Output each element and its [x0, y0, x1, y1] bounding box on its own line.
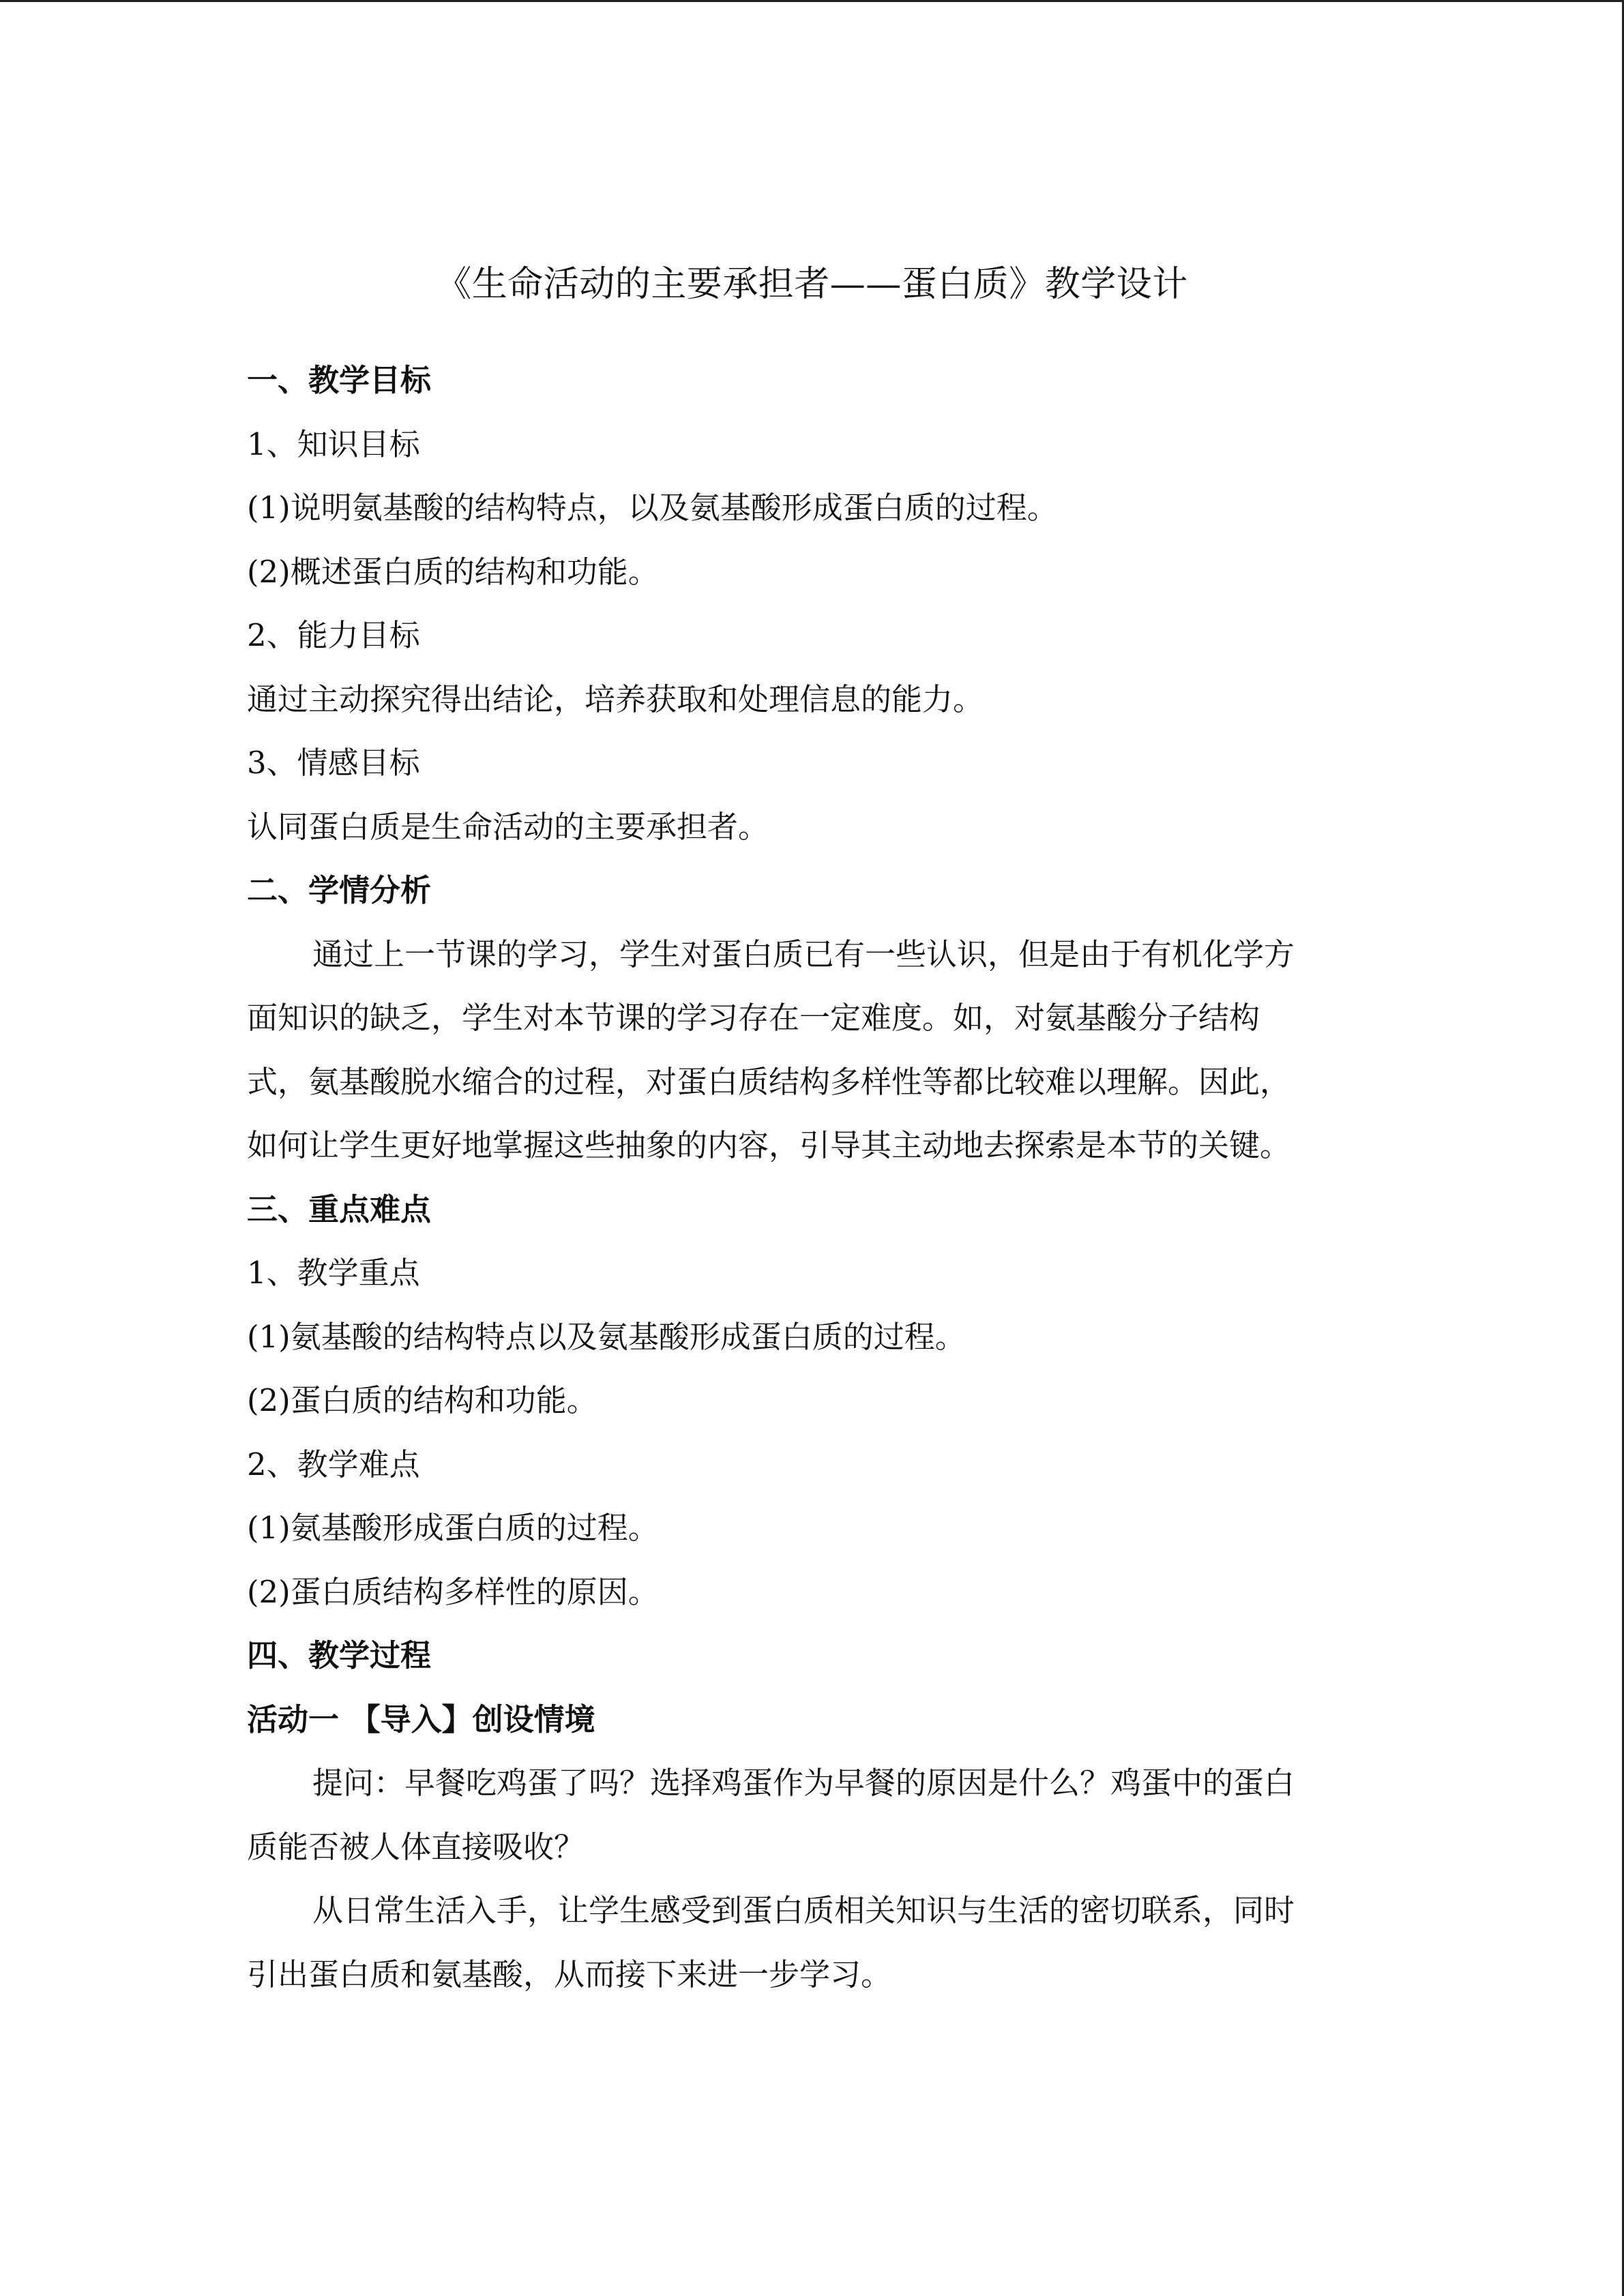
knowledge-goal-item-1: (1)说明氨基酸的结构特点，以及氨基酸形成蛋白质的过程。	[247, 490, 1058, 526]
document-title: 《生命活动的主要承担者——蛋白质》教学设计	[436, 264, 1188, 305]
knowledge-goal-item-2: (2)概述蛋白质的结构和功能。	[247, 553, 659, 590]
activity-1-line-3: 从日常生活入手，让学生感受到蛋白质相关知识与生活的密切联系，同时	[312, 1892, 1295, 1928]
subheading-ability-goals: 2、能力目标	[247, 617, 420, 653]
teaching-difficulty-item-2: (2)蛋白质结构多样性的原因。	[247, 1573, 659, 1610]
activity-1-heading: 活动一 【导入】创设情境	[247, 1701, 595, 1738]
teaching-focus-item-1: (1)氨基酸的结构特点以及氨基酸形成蛋白质的过程。	[247, 1318, 966, 1355]
teaching-difficulty-item-1: (1)氨基酸形成蛋白质的过程。	[247, 1510, 659, 1546]
section-heading-key-points: 三、重点难点	[247, 1191, 432, 1227]
subheading-teaching-focus: 1、教学重点	[247, 1255, 420, 1291]
student-analysis-line-3: 式，氨基酸脱水缩合的过程，对蛋白质结构多样性等都比较难以理解。因此，	[247, 1063, 1291, 1100]
activity-1-line-2: 质能否被人体直接吸收？	[247, 1828, 585, 1865]
emotion-goal-text: 认同蛋白质是生命活动的主要承担者。	[247, 808, 769, 845]
activity-1-line-4: 引出蛋白质和氨基酸，从而接下来进一步学习。	[247, 1956, 892, 1993]
section-heading-teaching-process: 四、教学过程	[247, 1637, 432, 1673]
ability-goal-text: 通过主动探究得出结论，培养获取和处理信息的能力。	[247, 681, 984, 717]
teaching-focus-item-2: (2)蛋白质的结构和功能。	[247, 1382, 597, 1418]
document-body	[247, 348, 1372, 2006]
subheading-knowledge-goals: 1、知识目标	[247, 426, 420, 462]
student-analysis-line-2: 面知识的缺乏，学生对本节课的学习存在一定难度。如，对氨基酸分子结构	[247, 1000, 1260, 1036]
section-heading-teaching-goals: 一、教学目标	[247, 362, 432, 398]
section-heading-student-analysis: 二、学情分析	[247, 872, 432, 908]
student-analysis-line-4: 如何让学生更好地掌握这些抽象的内容，引导其主动地去探索是本节的关键。	[247, 1127, 1291, 1163]
subheading-teaching-difficulty: 2、教学难点	[247, 1446, 420, 1482]
subheading-emotion-goals: 3、情感目标	[247, 745, 420, 781]
student-analysis-line-1: 通过上一节课的学习，学生对蛋白质已有一些认识，但是由于有机化学方	[312, 936, 1295, 972]
activity-1-line-1: 提问：早餐吃鸡蛋了吗？选择鸡蛋作为早餐的原因是什么？鸡蛋中的蛋白	[312, 1765, 1295, 1801]
